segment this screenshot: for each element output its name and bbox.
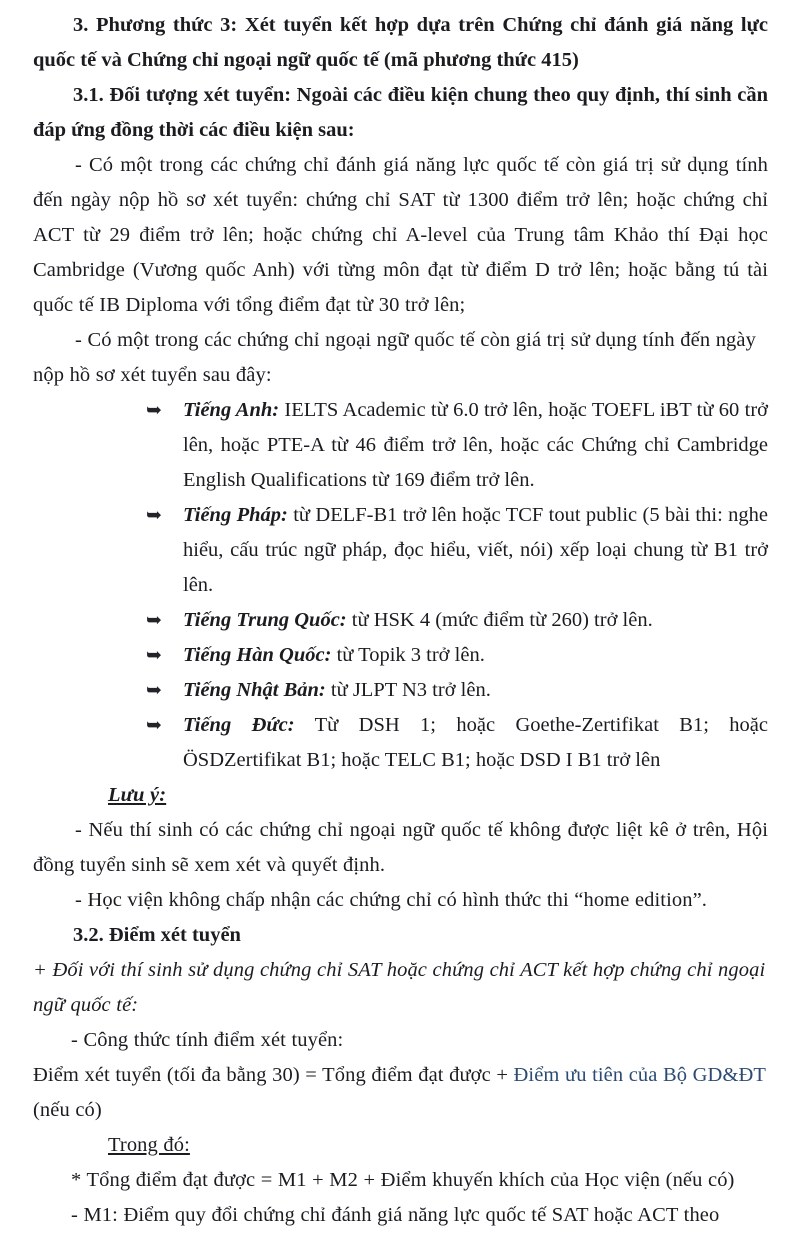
list-item	[33, 638, 768, 673]
subsection-heading-3-1: 3.1. Đối tượng xét tuyển: Ngoài các điều kiện chung theo quy định, thí sinh cần đáp ứng đồng thời các điều kiện sau:	[33, 84, 768, 141]
formula-line	[33, 1058, 768, 1093]
note-paragraph-2: - Học viện không chấp nhận các chứng chỉ có hình thức thi “home edition”.	[75, 889, 708, 911]
condition-paragraph-2: - Có một trong các chứng chỉ ngoại ngữ quốc tế còn giá trị sử dụng tính đến ngày nộp hồ sơ xét tuyển sau đây:	[33, 329, 756, 386]
formula-optional-note: (nếu có)	[33, 1099, 102, 1121]
where-label-wrapper	[33, 1128, 768, 1163]
language-requirement: từ Topik 3 trở lên.	[331, 644, 485, 666]
list-item	[33, 393, 768, 498]
list-item	[33, 708, 768, 778]
language-requirement: Từ DSH 1; hoặc Goethe-Zertifikat B1; hoặc ÖSDZertifikat B1; hoặc TELC B1; hoặc DSD I B1 trở lên	[183, 714, 768, 771]
where-label: Trong đó:	[108, 1134, 190, 1156]
language-requirement: từ HSK 4 (mức điểm từ 260) trở lên.	[346, 609, 653, 631]
arrow-head-bullet-icon: ➥	[146, 714, 162, 736]
arrow-head-bullet-icon: ➥	[146, 679, 162, 701]
note-label: Lưu ý:	[108, 784, 167, 806]
language-requirement: từ JLPT N3 trở lên.	[325, 679, 491, 701]
subsection-heading-3-2: 3.2. Điểm xét tuyển	[73, 924, 241, 946]
arrow-head-bullet-icon: ➥	[146, 504, 162, 526]
formula-priority-score-term: Điểm ưu tiên của Bộ GD&ĐT	[513, 1064, 767, 1086]
language-label: Tiếng Trung Quốc:	[183, 609, 347, 631]
language-requirement: từ DELF-B1 trở lên hoặc TCF tout public (5 bài thi: nghe hiểu, cấu trúc ngữ pháp, đọc hiểu, viết, nói) xếp loại chung từ B1 trở lên.	[183, 504, 768, 596]
where-item-1: * Tổng điểm đạt được = M1 + M2 + Điểm khuyến khích của Học viện (nếu có)	[71, 1169, 735, 1191]
arrow-head-bullet-icon: ➥	[146, 399, 162, 421]
language-label: Tiếng Nhật Bản:	[183, 679, 326, 701]
language-label: Tiếng Hàn Quốc:	[183, 644, 332, 666]
score-intro-paragraph: + Đối với thí sinh sử dụng chứng chỉ SAT hoặc chứng chỉ ACT kết hợp chứng chỉ ngoại ngữ quốc tế:	[33, 959, 766, 1016]
list-item	[33, 673, 768, 708]
note-label-wrapper	[33, 778, 768, 813]
note-paragraph-1: - Nếu thí sinh có các chứng chỉ ngoại ngữ quốc tế không được liệt kê ở trên, Hội đồng tuyển sinh sẽ xem xét và quyết định.	[33, 819, 768, 876]
language-label: Tiếng Pháp:	[183, 504, 288, 526]
condition-paragraph-1: - Có một trong các chứng chỉ đánh giá năng lực quốc tế còn giá trị sử dụng tính đến ngày nộp hồ sơ xét tuyển: chứng chỉ SAT từ 1300 điểm trở lên; hoặc chứng chỉ ACT từ 29 điểm trở lên; hoặc chứng chỉ A-level của Trung tâm Khảo thí Đại học Cambridge (Vương quốc Anh) với từng môn đạt từ điểm D trở lên; hoặc bằng tú tài quốc tế IB Diploma với tổng điểm đạt từ 30 trở lên;	[33, 154, 768, 316]
where-item-2: - M1: Điểm quy đổi chứng chỉ đánh giá năng lực quốc tế SAT hoặc ACT theo	[71, 1204, 720, 1226]
language-requirement-list	[33, 393, 768, 778]
list-item	[33, 498, 768, 603]
arrow-head-bullet-icon: ➥	[146, 644, 162, 666]
language-label: Tiếng Anh:	[183, 399, 280, 421]
language-requirement: IELTS Academic từ 6.0 trở lên, hoặc TOEFL iBT từ 60 trở lên, hoặc PTE-A từ 46 điểm trở lên, hoặc các Chứng chỉ Cambridge English Qualifications từ 169 điểm trở lên.	[183, 399, 768, 491]
language-label: Tiếng Đức:	[183, 714, 295, 736]
formula-label: - Công thức tính điểm xét tuyển:	[71, 1029, 344, 1051]
arrow-head-bullet-icon: ➥	[146, 609, 162, 631]
formula-text-start: Điểm xét tuyển (tối đa bằng 30) = Tổng điểm đạt được +	[33, 1064, 514, 1086]
list-item	[33, 603, 768, 638]
section-heading-3: 3. Phương thức 3: Xét tuyển kết hợp dựa trên Chứng chỉ đánh giá năng lực quốc tế và Chứng chỉ ngoại ngữ quốc tế (mã phương thức 415)	[33, 14, 768, 71]
